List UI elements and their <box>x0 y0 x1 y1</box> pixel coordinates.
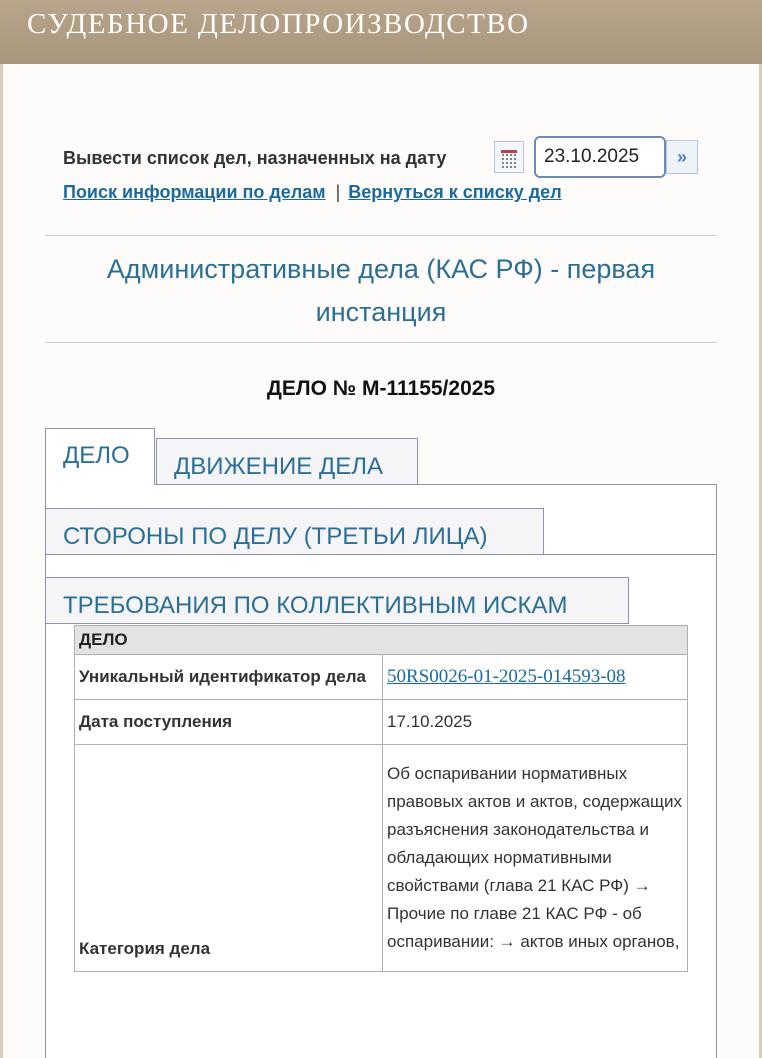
site-title: СУДЕБНОЕ ДЕЛОПРОИЗВОДСТВО <box>27 8 530 40</box>
tab-parties[interactable]: СТОРОНЫ ПО ДЕЛУ (ТРЕТЬИ ЛИЦА) <box>45 508 544 555</box>
tab-case[interactable]: ДЕЛО <box>45 428 155 485</box>
row-label: Уникальный идентификатор дела <box>75 655 383 700</box>
tab-shelf <box>45 554 717 555</box>
row-label: Категория дела <box>75 745 383 972</box>
case-uid-link[interactable]: 50RS0026-01-2025-014593-08 <box>387 666 626 687</box>
nav-links <box>63 182 562 203</box>
table-row <box>75 745 688 972</box>
double-chevron-right-icon[interactable]: » <box>666 140 698 174</box>
link-separator: | <box>335 182 341 202</box>
site-header <box>0 0 762 64</box>
search-cases-link[interactable]: Поиск информации по делам <box>63 182 326 202</box>
row-value: Об оспаривании нормативных правовых актов и актов, содержащих разъяснения законодательства и обладающих нормативными свойствами (глава 21 КАС РФ) → Прочие по главе 21 КАС РФ - об оспаривании: → актов иных органов, <box>383 745 688 972</box>
row-value: 17.10.2025 <box>383 700 688 745</box>
table-row <box>75 655 688 700</box>
case-number: ДЕЛО № М-11155/2025 <box>266 377 496 400</box>
tab-collective-claims[interactable]: ТРЕБОВАНИЯ ПО КОЛЛЕКТИВНЫМ ИСКАМ <box>45 577 629 624</box>
tab-case-movement[interactable]: ДВИЖЕНИЕ ДЕЛА <box>156 438 418 485</box>
calendar-icon[interactable] <box>494 141 524 173</box>
table-header-row <box>75 626 688 655</box>
divider-top <box>45 235 717 236</box>
case-info-table <box>74 625 688 972</box>
back-to-list-link[interactable]: Вернуться к списку дел <box>348 182 562 202</box>
section-title: Административные дела (КАС РФ) - первая инстанция <box>106 254 656 327</box>
divider-bottom <box>45 342 717 343</box>
date-filter-label: Вывести список дел, назначенных на дату <box>63 148 447 168</box>
table-row <box>75 700 688 745</box>
row-label: Дата поступления <box>75 700 383 745</box>
row-value <box>383 655 688 700</box>
date-input[interactable] <box>534 136 666 178</box>
date-filter <box>63 136 723 178</box>
table-header: ДЕЛО <box>75 626 688 655</box>
